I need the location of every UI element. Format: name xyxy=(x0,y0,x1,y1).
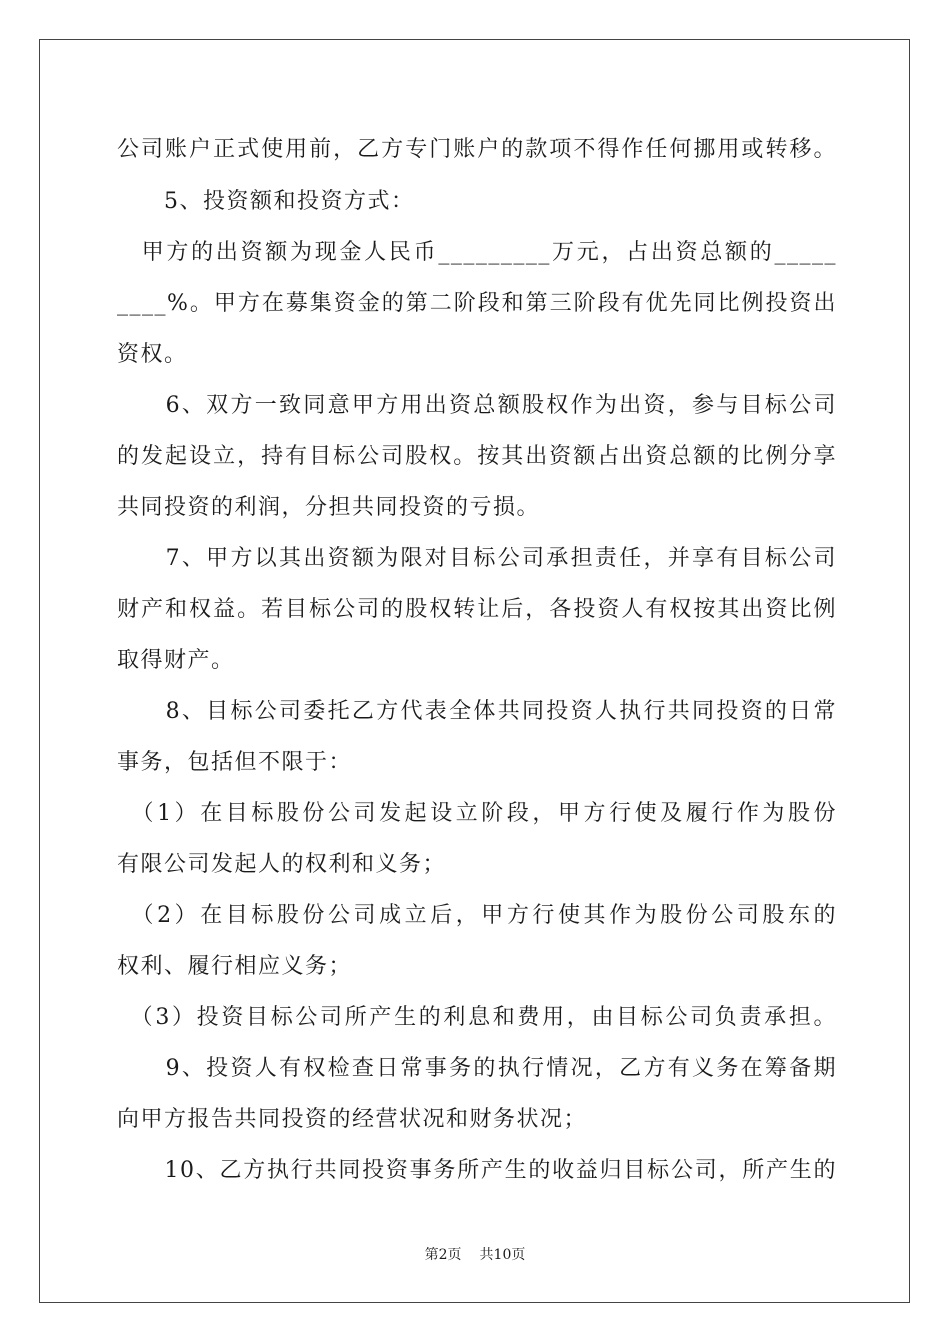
paragraph-line: ____%。甲方在募集资金的第二阶段和第三阶段有优先同比例投资出 xyxy=(117,291,837,316)
list-item-line: （1）在目标股份公司发起设立阶段，甲方行使及履行作为股份 xyxy=(117,801,837,826)
page-number: 第2页 xyxy=(424,1247,462,1263)
paragraph-line: 向甲方报告共同投资的经营状况和财务状况； xyxy=(117,1107,588,1132)
paragraph-line: 8、目标公司委托乙方代表全体共同投资人执行共同投资的日常 xyxy=(117,699,837,724)
paragraph-line: 9、投资人有权检查日常事务的执行情况，乙方有义务在筹备期 xyxy=(117,1056,837,1081)
paragraph-line: 公司账户正式使用前，乙方专门账户的款项不得作任何挪用或转移。 xyxy=(117,137,837,162)
paragraph-line: 资权。 xyxy=(117,342,188,367)
page-footer xyxy=(0,1245,950,1265)
paragraph-line: 6、双方一致同意甲方用出资总额股权作为出资，参与目标公司 xyxy=(117,393,837,418)
list-item-line: （3）投资目标公司所产生的利息和费用，由目标公司负责承担。 xyxy=(117,1005,837,1030)
paragraph-line: 7、甲方以其出资额为限对目标公司承担责任，并享有目标公司 xyxy=(117,546,837,571)
section-heading: 5、投资额和投资方式： xyxy=(117,189,415,214)
page-total: 共10页 xyxy=(479,1247,526,1263)
list-item-line: 有限公司发起人的权利和义务； xyxy=(117,852,447,877)
list-item-line: 权利、履行相应义务； xyxy=(117,954,353,979)
paragraph-line: 甲方的出资额为现金人民币_________万元，占出资总额的_____ xyxy=(117,240,837,265)
paragraph-line: 的发起设立，持有目标公司股权。按其出资额占出资总额的比例分享 xyxy=(117,444,837,469)
paragraph-line: 共同投资的利润，分担共同投资的亏损。 xyxy=(117,495,541,520)
paragraph-line: 10、乙方执行共同投资事务所产生的收益归目标公司，所产生的 xyxy=(117,1158,837,1183)
list-item-line: （2）在目标股份公司成立后，甲方行使其作为股份公司股东的 xyxy=(117,903,837,928)
paragraph-line: 事务，包括但不限于： xyxy=(117,750,353,775)
paragraph-line: 财产和权益。若目标公司的股权转让后，各投资人有权按其出资比例 xyxy=(117,597,837,622)
paragraph-line: 取得财产。 xyxy=(117,648,235,673)
